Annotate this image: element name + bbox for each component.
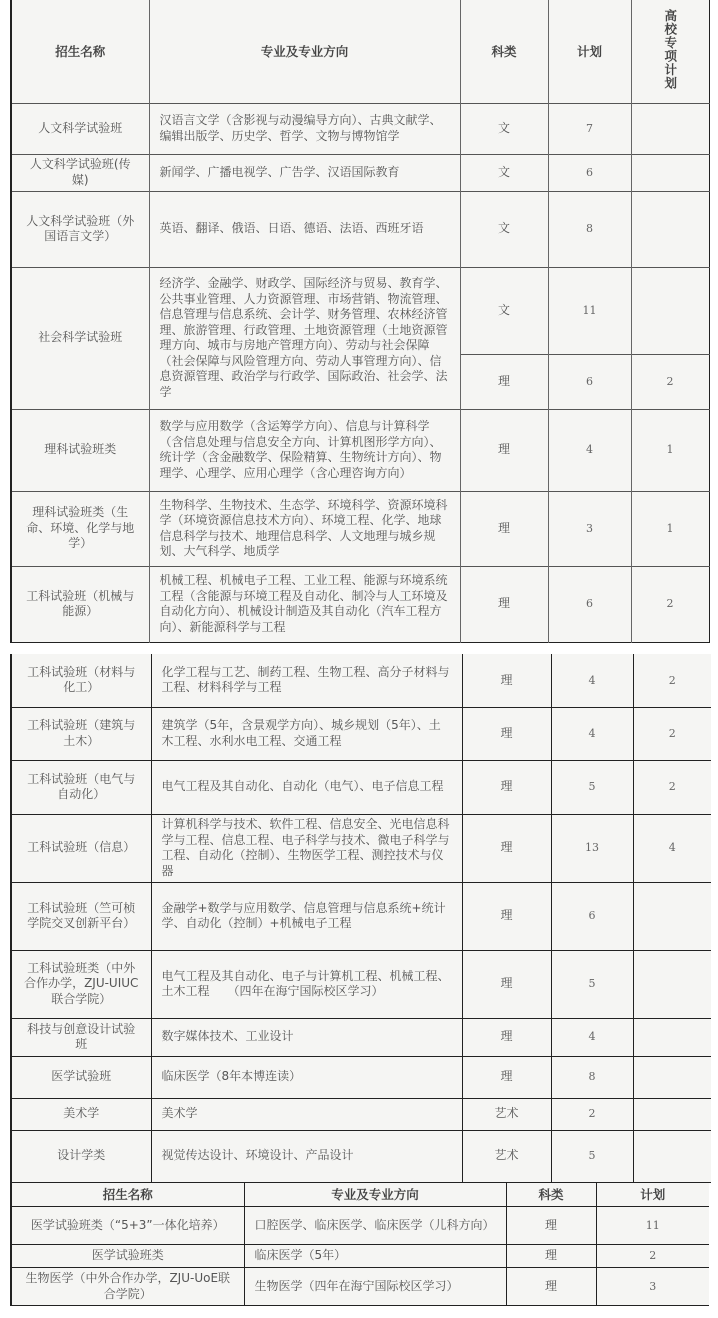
cell-plan: 6 bbox=[548, 354, 631, 409]
cell-special-plan bbox=[631, 267, 709, 354]
cell-plan: 2 bbox=[596, 1245, 709, 1268]
cell-plan: 3 bbox=[548, 491, 631, 566]
cell-majors: 临床医学（5年） bbox=[244, 1245, 506, 1268]
cell-special-plan: 1 bbox=[631, 409, 709, 491]
cell-category: 理 bbox=[460, 491, 548, 566]
cell-plan: 8 bbox=[551, 1056, 633, 1098]
cell-plan: 13 bbox=[551, 814, 633, 882]
cell-majors: 电气工程及其自动化、自动化（电气）、电子信息工程 bbox=[151, 760, 462, 814]
enrollment-table-medical bbox=[10, 1182, 709, 1306]
cell-majors: 化学工程与工艺、制药工程、生物工程、高分子材料与工程、材料科学与工程 bbox=[151, 654, 462, 707]
cell-majors: 计算机科学与技术、软件工程、信息安全、光电信息科学与工程、信息工程、电子科学与技术、微电子科学与工程、自动化（控制）、生物医学工程、测控技术与仪器 bbox=[151, 814, 462, 882]
cell-category: 理 bbox=[506, 1268, 596, 1306]
cell-plan: 5 bbox=[551, 760, 633, 814]
table-row bbox=[11, 950, 711, 1018]
cell-special-plan bbox=[631, 154, 709, 191]
table-header-row bbox=[11, 0, 709, 103]
cell-plan: 4 bbox=[548, 409, 631, 491]
cell-category: 理 bbox=[462, 760, 551, 814]
cell-name: 社会科学试验班 bbox=[11, 267, 149, 409]
cell-name: 科技与创意设计试验班 bbox=[11, 1018, 151, 1056]
cell-category: 文 bbox=[460, 191, 548, 267]
table-row bbox=[11, 882, 711, 950]
cell-special-plan bbox=[633, 1130, 711, 1182]
cell-majors: 生物医学（四年在海宁国际校区学习） bbox=[244, 1268, 506, 1306]
cell-name: 生物医学（中外合作办学，ZJU-UoE联合学院） bbox=[11, 1268, 244, 1306]
cell-category: 理 bbox=[462, 950, 551, 1018]
header-special-plan bbox=[631, 0, 709, 103]
cell-category: 理 bbox=[460, 354, 548, 409]
cell-majors: 英语、翻译、俄语、日语、德语、法语、西班牙语 bbox=[149, 191, 460, 267]
cell-majors: 数学与应用数学（含运筹学方向）、信息与计算科学（含信息处理与信息安全方向、计算机图形学方向）、统计学（含金融数学、保险精算、生物统计方向）、物理学、心理学、应用心理学（含心理咨询方向） bbox=[149, 409, 460, 491]
cell-category: 理 bbox=[462, 707, 551, 760]
cell-plan: 11 bbox=[596, 1207, 709, 1245]
cell-majors: 临床医学（8年本博连读） bbox=[151, 1056, 462, 1098]
cell-majors: 新闻学、广播电视学、广告学、汉语国际教育 bbox=[149, 154, 460, 191]
cell-name: 人文科学试验班(传媒) bbox=[11, 154, 149, 191]
cell-majors: 汉语言文学（含影视与动漫编导方向）、古典文献学、编辑出版学、历史学、哲学、文物与博物馆学 bbox=[149, 103, 460, 154]
header-plan: 计划 bbox=[548, 0, 631, 103]
cell-name: 工科试验班（材料与化工） bbox=[11, 654, 151, 707]
cell-special-plan bbox=[633, 1098, 711, 1130]
cell-plan: 6 bbox=[548, 566, 631, 642]
cell-category: 理 bbox=[462, 1018, 551, 1056]
header-name: 招生名称 bbox=[11, 1183, 244, 1207]
cell-plan: 11 bbox=[548, 267, 631, 354]
cell-category: 艺术 bbox=[462, 1130, 551, 1182]
cell-special-plan bbox=[633, 882, 711, 950]
cell-special-plan: 2 bbox=[631, 354, 709, 409]
cell-name: 人文科学试验班 bbox=[11, 103, 149, 154]
cell-name: 理科试验班类 bbox=[11, 409, 149, 491]
cell-name: 工科试验班类（中外合作办学，ZJU-UIUC联合学院） bbox=[11, 950, 151, 1018]
cell-plan: 4 bbox=[551, 707, 633, 760]
cell-plan: 2 bbox=[551, 1098, 633, 1130]
cell-majors: 数字媒体技术、工业设计 bbox=[151, 1018, 462, 1056]
table-row bbox=[11, 1130, 711, 1182]
table-row bbox=[11, 566, 709, 642]
cell-special-plan: 1 bbox=[631, 491, 709, 566]
cell-special-plan bbox=[633, 1056, 711, 1098]
cell-name: 医学试验班 bbox=[11, 1056, 151, 1098]
cell-name: 工科试验班（竺可桢学院交叉创新平台） bbox=[11, 882, 151, 950]
cell-plan: 4 bbox=[551, 654, 633, 707]
header-name: 招生名称 bbox=[11, 0, 149, 103]
cell-plan: 6 bbox=[548, 154, 631, 191]
table-row bbox=[11, 760, 711, 814]
cell-category: 理 bbox=[460, 566, 548, 642]
cell-category: 理 bbox=[462, 1056, 551, 1098]
cell-name: 医学试验班类（“5+3”一体化培养） bbox=[11, 1207, 244, 1245]
cell-special-plan: 2 bbox=[633, 654, 711, 707]
table-row bbox=[11, 491, 709, 566]
cell-name: 医学试验班类 bbox=[11, 1245, 244, 1268]
table-row bbox=[11, 814, 711, 882]
header-special-plan-label: 高校专项计划 bbox=[662, 9, 678, 90]
cell-majors: 建筑学（5年，含景观学方向）、城乡规划（5年）、土木工程、水利水电工程、交通工程 bbox=[151, 707, 462, 760]
cell-name: 工科试验班（电气与自动化） bbox=[11, 760, 151, 814]
enrollment-table-main bbox=[10, 0, 710, 643]
cell-name: 理科试验班类（生命、环境、化学与地学） bbox=[11, 491, 149, 566]
header-category: 科类 bbox=[460, 0, 548, 103]
cell-name: 设计学类 bbox=[11, 1130, 151, 1182]
cell-category: 理 bbox=[506, 1245, 596, 1268]
cell-majors: 电气工程及其自动化、电子与计算机工程、机械工程、土木工程 （四年在海宁国际校区学习） bbox=[151, 950, 462, 1018]
cell-special-plan bbox=[631, 103, 709, 154]
cell-majors: 口腔医学、临床医学、临床医学（儿科方向） bbox=[244, 1207, 506, 1245]
table-row bbox=[11, 154, 709, 191]
table-row bbox=[11, 1056, 711, 1098]
table-header-row bbox=[11, 1183, 709, 1207]
table-row bbox=[11, 409, 709, 491]
cell-name: 工科试验班（建筑与土木） bbox=[11, 707, 151, 760]
cell-category: 理 bbox=[462, 814, 551, 882]
cell-category: 理 bbox=[462, 654, 551, 707]
cell-majors: 视觉传达设计、环境设计、产品设计 bbox=[151, 1130, 462, 1182]
table-row bbox=[11, 1268, 709, 1306]
cell-category: 理 bbox=[462, 882, 551, 950]
cell-name: 人文科学试验班（外国语言文学） bbox=[11, 191, 149, 267]
cell-special-plan bbox=[633, 1018, 711, 1056]
cell-special-plan: 2 bbox=[633, 760, 711, 814]
cell-plan: 8 bbox=[548, 191, 631, 267]
cell-majors: 美术学 bbox=[151, 1098, 462, 1130]
table-row bbox=[11, 103, 709, 154]
header-category: 科类 bbox=[506, 1183, 596, 1207]
cell-plan: 4 bbox=[551, 1018, 633, 1056]
cell-name: 工科试验班（机械与能源） bbox=[11, 566, 149, 642]
table-row bbox=[11, 654, 711, 707]
cell-category: 艺术 bbox=[462, 1098, 551, 1130]
cell-plan: 6 bbox=[551, 882, 633, 950]
header-plan: 计划 bbox=[596, 1183, 709, 1207]
cell-category: 理 bbox=[460, 409, 548, 491]
cell-majors: 机械工程、机械电子工程、工业工程、能源与环境系统工程（含能源与环境工程及自动化、制冷与人工环境及自动化方向）、机械设计制造及其自动化（汽车工程方向）、新能源科学与工程 bbox=[149, 566, 460, 642]
table-row bbox=[11, 1207, 709, 1245]
table-row bbox=[11, 1245, 709, 1268]
header-majors: 专业及专业方向 bbox=[149, 0, 460, 103]
cell-plan: 5 bbox=[551, 1130, 633, 1182]
cell-special-plan: 4 bbox=[633, 814, 711, 882]
table-row bbox=[11, 1098, 711, 1130]
cell-majors: 生物科学、生物技术、生态学、环境科学、资源环境科学（环境资源信息技术方向）、环境工程、化学、地球信息科学与技术、地理信息科学、人文地理与城乡规划、大气科学、地质学 bbox=[149, 491, 460, 566]
table-row bbox=[11, 707, 711, 760]
cell-plan: 3 bbox=[596, 1268, 709, 1306]
cell-plan: 5 bbox=[551, 950, 633, 1018]
cell-special-plan bbox=[633, 950, 711, 1018]
table-row bbox=[11, 267, 709, 354]
table-row bbox=[11, 1018, 711, 1056]
cell-special-plan: 2 bbox=[633, 707, 711, 760]
cell-category: 理 bbox=[506, 1207, 596, 1245]
cell-special-plan: 2 bbox=[631, 566, 709, 642]
cell-majors: 经济学、金融学、财政学、国际经济与贸易、教育学、公共事业管理、人力资源管理、市场营销、物流管理、信息管理与信息系统、会计学、财务管理、农林经济管理、旅游管理、行政管理、土地资源管理（土地资源管理方向、城市与房地产管理方向）、劳动与社会保障（社会保障与风险管理方向、劳动人事管理方向）、信息资源管理、政治学与行政学、国际政治、社会学、法学 bbox=[149, 267, 460, 409]
cell-special-plan bbox=[631, 191, 709, 267]
enrollment-table-continued bbox=[10, 654, 711, 1183]
cell-category: 文 bbox=[460, 103, 548, 154]
cell-name: 美术学 bbox=[11, 1098, 151, 1130]
cell-name: 工科试验班（信息） bbox=[11, 814, 151, 882]
header-majors: 专业及专业方向 bbox=[244, 1183, 506, 1207]
cell-plan: 7 bbox=[548, 103, 631, 154]
table-row bbox=[11, 191, 709, 267]
cell-category: 文 bbox=[460, 267, 548, 354]
cell-category: 文 bbox=[460, 154, 548, 191]
cell-majors: 金融学+数学与应用数学、信息管理与信息系统+统计学、自动化（控制）+机械电子工程 bbox=[151, 882, 462, 950]
